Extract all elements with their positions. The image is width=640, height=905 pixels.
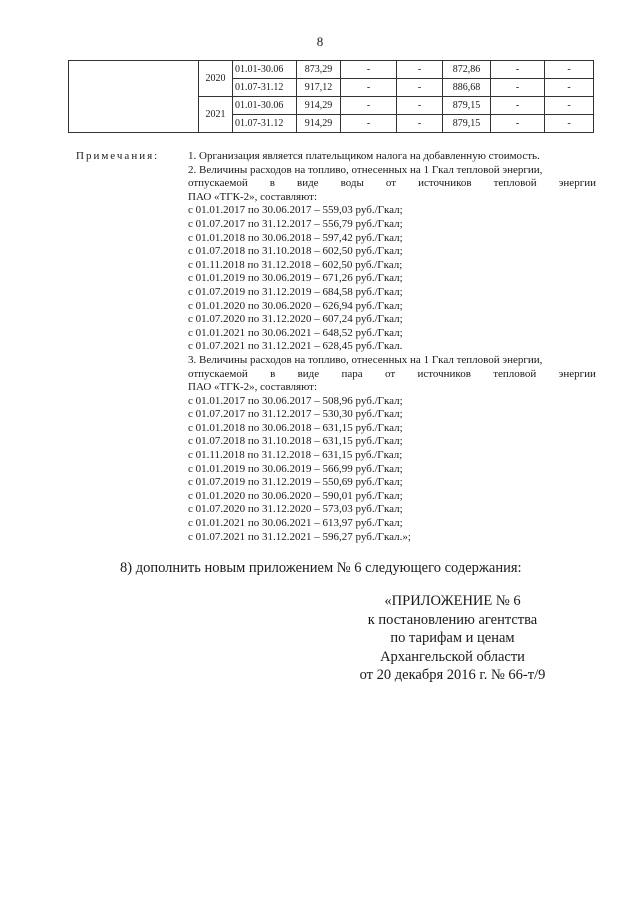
- note-item-2-line-3: ПАО «ТГК-2», составляют:: [188, 190, 318, 203]
- tariff-table: [68, 60, 594, 133]
- year-cell: 2020: [199, 61, 233, 97]
- word: в: [269, 177, 275, 190]
- value-cell: -: [491, 97, 545, 115]
- value-cell: 872,86: [443, 61, 491, 79]
- fuel-cost-entry: с 01.11.2018 по 31.12.2018 – 631,15 руб./Гкал;: [188, 449, 403, 462]
- value-cell: -: [397, 115, 443, 133]
- fuel-cost-entry: с 01.07.2017 по 31.12.2017 – 530,30 руб./Гкал;: [188, 408, 403, 421]
- blank-cell: [69, 61, 199, 133]
- note-item-3-line-1: 3. Величины расходов на топливо, отнесенных на 1 Гкал тепловой энергии,: [188, 353, 543, 366]
- notes-body: [188, 150, 596, 544]
- fuel-cost-entry: с 01.07.2018 по 31.10.2018 – 631,15 руб./Гкал;: [188, 435, 403, 448]
- fuel-cost-entry: с 01.01.2021 по 30.06.2021 – 613,97 руб./Гкал;: [188, 517, 403, 530]
- word: тепловой: [493, 177, 537, 190]
- value-cell: -: [545, 115, 594, 133]
- fuel-cost-entry: с 01.07.2020 по 31.12.2020 – 607,24 руб./Гкал;: [188, 313, 403, 326]
- value-cell: -: [341, 115, 397, 133]
- fuel-cost-entry: с 01.07.2020 по 31.12.2020 – 573,03 руб./Гкал;: [188, 503, 403, 516]
- word: в: [270, 367, 276, 380]
- value-cell: -: [545, 79, 594, 97]
- value-cell: 886,68: [443, 79, 491, 97]
- word: отпускаемой: [188, 367, 248, 380]
- note-item-2-line-2: [188, 177, 596, 191]
- amendment-text: 8) дополнить новым приложением № 6 следующего содержания:: [120, 560, 522, 576]
- appendix-header: [340, 592, 565, 685]
- fuel-cost-entry: с 01.01.2018 по 30.06.2018 – 631,15 руб./Гкал;: [188, 421, 403, 434]
- fuel-cost-entry: с 01.11.2018 по 31.12.2018 – 602,50 руб./Гкал;: [188, 258, 403, 271]
- value-cell: 914,29: [297, 115, 341, 133]
- fuel-cost-entry: с 01.07.2021 по 31.12.2021 – 596,27 руб./Гкал.»;: [188, 530, 411, 543]
- value-cell: -: [397, 61, 443, 79]
- value-cell: 873,29: [297, 61, 341, 79]
- word: энергии: [558, 177, 596, 190]
- value-cell: 914,29: [297, 97, 341, 115]
- value-cell: 879,15: [443, 115, 491, 133]
- note-item-2-line-1: 2. Величины расходов на топливо, отнесенных на 1 Гкал тепловой энергии,: [188, 163, 543, 176]
- note-item-3-line-3: ПАО «ТГК-2», составляют:: [188, 381, 318, 394]
- word: тепловой: [493, 367, 537, 380]
- fuel-cost-entry: с 01.01.2018 по 30.06.2018 – 597,42 руб./Гкал;: [188, 231, 403, 244]
- appendix-line-4: Архангельской области: [380, 648, 525, 665]
- word: от: [384, 367, 396, 380]
- value-cell: -: [491, 61, 545, 79]
- value-cell: -: [397, 97, 443, 115]
- appendix-line-2: к постановлению агентства: [367, 611, 538, 628]
- period-cell: 01.01-30.06: [233, 61, 297, 79]
- period-cell: 01.01-30.06: [233, 97, 297, 115]
- table-row: [69, 61, 594, 79]
- notes-label: Примечания:: [76, 150, 160, 162]
- period-cell: 01.07-31.12: [233, 79, 297, 97]
- word: источников: [418, 177, 472, 190]
- value-cell: -: [341, 97, 397, 115]
- fuel-cost-entry: с 01.07.2019 по 31.12.2019 – 684,58 руб./Гкал;: [188, 285, 403, 298]
- fuel-cost-entry: с 01.01.2019 по 30.06.2019 – 671,26 руб./Гкал;: [188, 272, 403, 285]
- appendix-title: «ПРИЛОЖЕНИЕ № 6: [384, 593, 521, 609]
- word: от: [385, 177, 397, 190]
- fuel-cost-entry: с 01.01.2017 по 30.06.2017 – 559,03 руб./Гкал;: [188, 204, 403, 217]
- note-item-2-values: [188, 204, 596, 354]
- fuel-cost-entry: с 01.01.2017 по 30.06.2017 – 508,96 руб./Гкал;: [188, 394, 403, 407]
- fuel-cost-entry: с 01.07.2017 по 31.12.2017 – 556,79 руб./Гкал;: [188, 217, 403, 230]
- word: источников: [417, 367, 471, 380]
- note-item-3-line-2: [188, 368, 596, 382]
- appendix-line-3: по тарифам и ценам: [390, 630, 515, 646]
- page-number: 8: [316, 34, 324, 49]
- word: энергии: [558, 367, 596, 380]
- value-cell: -: [341, 61, 397, 79]
- note-item-3-values: [188, 395, 596, 545]
- fuel-cost-entry: с 01.01.2019 по 30.06.2019 – 566,99 руб./Гкал;: [188, 462, 403, 475]
- fuel-cost-entry: с 01.07.2021 по 31.12.2021 – 628,45 руб./Гкал.: [188, 340, 403, 353]
- appendix-line-5: от 20 декабря 2016 г. № 66-т/9: [359, 667, 546, 683]
- word: виде: [297, 177, 319, 190]
- note-item-1: 1. Организация является плательщиком налога на добавленную стоимость.: [188, 150, 540, 162]
- value-cell: 917,12: [297, 79, 341, 97]
- fuel-cost-entry: с 01.07.2018 по 31.10.2018 – 602,50 руб./Гкал;: [188, 245, 403, 258]
- value-cell: -: [545, 61, 594, 79]
- fuel-cost-entry: с 01.01.2020 по 30.06.2020 – 626,94 руб./Гкал;: [188, 299, 403, 312]
- word: пара: [341, 367, 363, 380]
- word: отпускаемой: [188, 177, 248, 190]
- value-cell: 879,15: [443, 97, 491, 115]
- fuel-cost-entry: с 01.07.2019 по 31.12.2019 – 550,69 руб./Гкал;: [188, 476, 403, 489]
- year-cell: 2021: [199, 97, 233, 133]
- value-cell: -: [491, 115, 545, 133]
- word: воды: [340, 177, 364, 190]
- fuel-cost-entry: с 01.01.2021 по 30.06.2021 – 648,52 руб./Гкал;: [188, 326, 403, 339]
- fuel-cost-entry: с 01.01.2020 по 30.06.2020 – 590,01 руб./Гкал;: [188, 489, 403, 502]
- period-cell: 01.07-31.12: [233, 115, 297, 133]
- value-cell: -: [491, 79, 545, 97]
- word: виде: [297, 367, 320, 380]
- value-cell: -: [397, 79, 443, 97]
- value-cell: -: [545, 97, 594, 115]
- value-cell: -: [341, 79, 397, 97]
